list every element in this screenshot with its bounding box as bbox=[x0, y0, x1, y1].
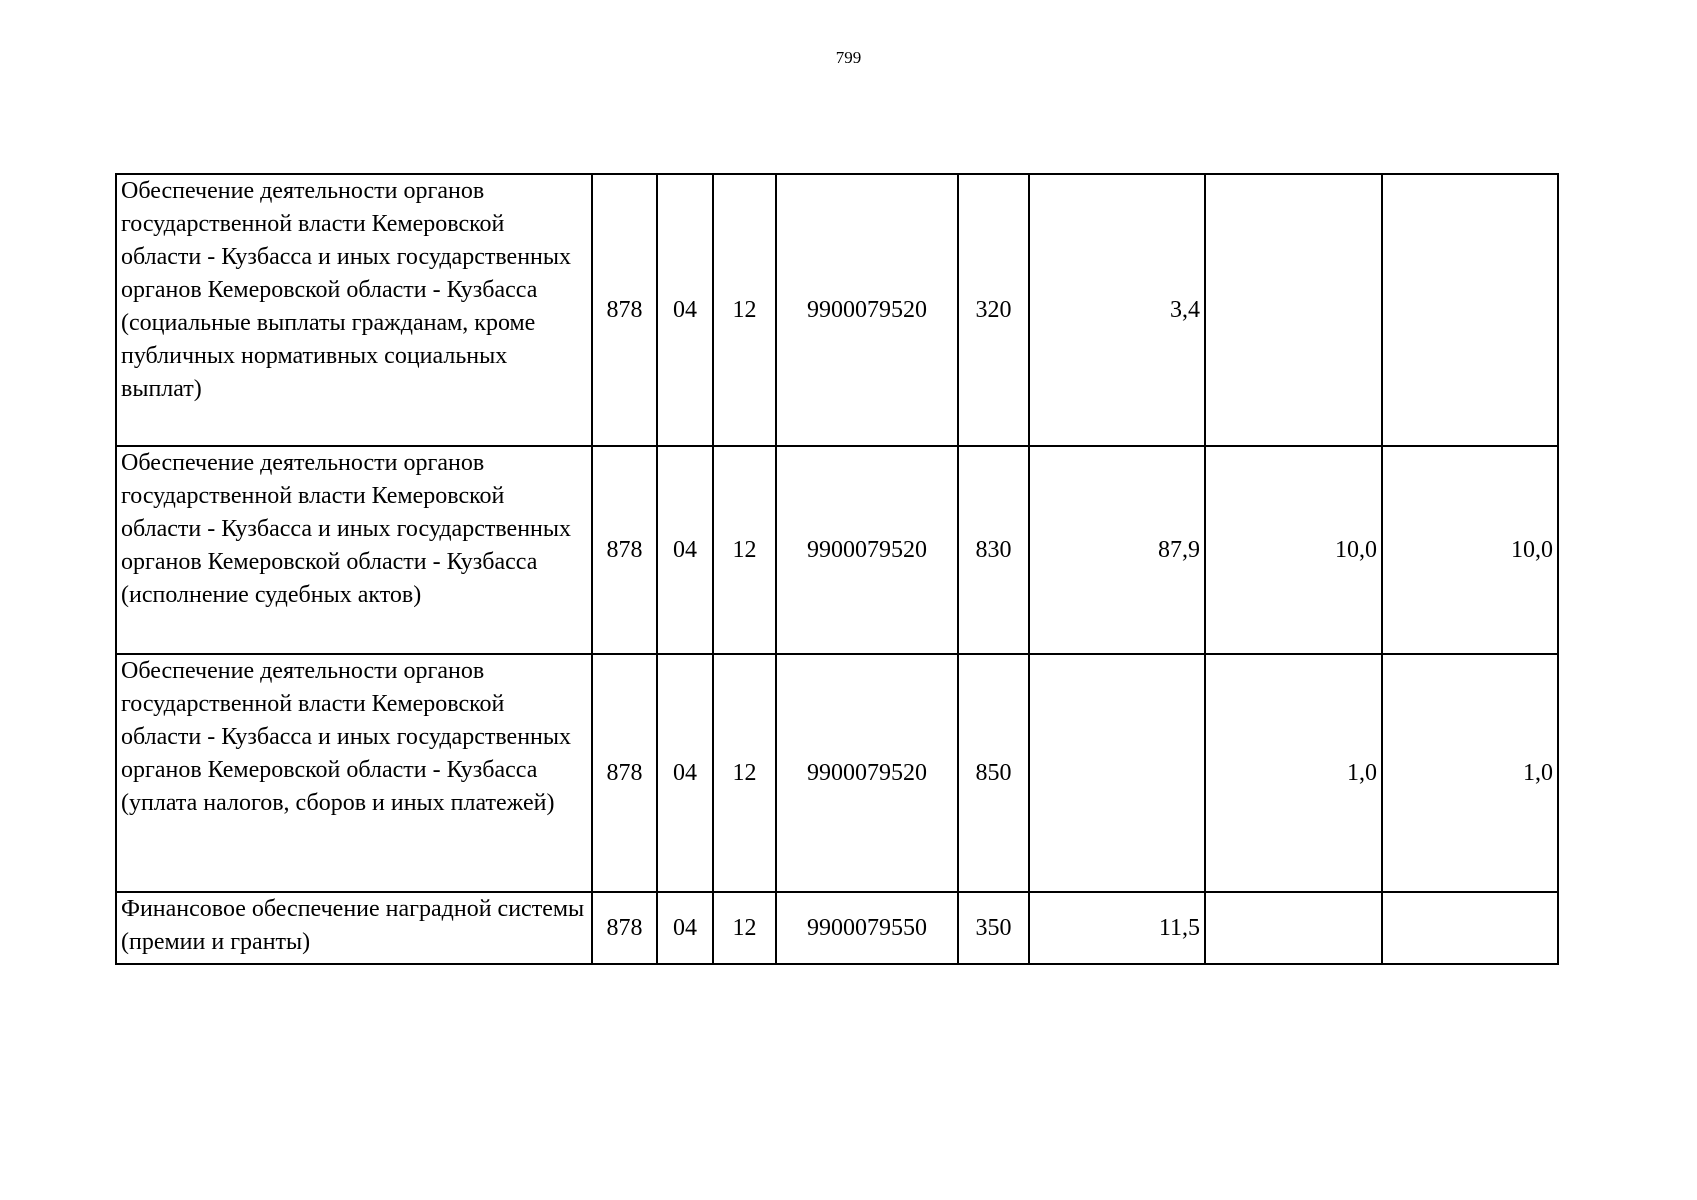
budget-table bbox=[115, 173, 1559, 965]
amount-cell-1: 11,5 bbox=[1029, 892, 1205, 964]
table-row bbox=[116, 892, 1558, 964]
expense-type-code: 830 bbox=[958, 446, 1029, 654]
subsection-code: 12 bbox=[713, 892, 776, 964]
target-article-code: 9900079520 bbox=[776, 654, 958, 892]
row-description: Обеспечение деятельности органов государственной власти Кемеровской области - Кузбасса и иных государственных органов Кемеровской области - Кузбасса (исполнение судебных актов) bbox=[116, 446, 592, 654]
subsection-code: 12 bbox=[713, 446, 776, 654]
subsection-code: 12 bbox=[713, 174, 776, 446]
amount-cell-2 bbox=[1205, 892, 1382, 964]
amount-cell-2 bbox=[1205, 174, 1382, 446]
expense-type-code: 850 bbox=[958, 654, 1029, 892]
page-number: 799 bbox=[835, 48, 862, 67]
subsection-code: 12 bbox=[713, 654, 776, 892]
amount-cell-3: 1,0 bbox=[1382, 654, 1558, 892]
amount-cell-3 bbox=[1382, 174, 1558, 446]
target-article-code: 9900079520 bbox=[776, 446, 958, 654]
section-code: 04 bbox=[657, 174, 713, 446]
ministry-code: 878 bbox=[592, 654, 657, 892]
row-description: Финансовое обеспечение наградной системы (премии и гранты) bbox=[116, 892, 592, 964]
expense-type-code: 320 bbox=[958, 174, 1029, 446]
table-row bbox=[116, 174, 1558, 446]
amount-cell-1: 3,4 bbox=[1029, 174, 1205, 446]
ministry-code: 878 bbox=[592, 446, 657, 654]
amount-cell-1 bbox=[1029, 654, 1205, 892]
section-code: 04 bbox=[657, 446, 713, 654]
table-row bbox=[116, 654, 1558, 892]
target-article-code: 9900079550 bbox=[776, 892, 958, 964]
amount-cell-2: 10,0 bbox=[1205, 446, 1382, 654]
amount-cell-3: 10,0 bbox=[1382, 446, 1558, 654]
amount-cell-1: 87,9 bbox=[1029, 446, 1205, 654]
table-row bbox=[116, 446, 1558, 654]
amount-cell-3 bbox=[1382, 892, 1558, 964]
amount-cell-2: 1,0 bbox=[1205, 654, 1382, 892]
section-code: 04 bbox=[657, 654, 713, 892]
row-description: Обеспечение деятельности органов государственной власти Кемеровской области - Кузбасса и иных государственных органов Кемеровской области - Кузбасса (социальные выплаты гражданам, кроме публичных нормативных социальных выплат) bbox=[116, 174, 592, 446]
section-code: 04 bbox=[657, 892, 713, 964]
expense-type-code: 350 bbox=[958, 892, 1029, 964]
target-article-code: 9900079520 bbox=[776, 174, 958, 446]
row-description: Обеспечение деятельности органов государственной власти Кемеровской области - Кузбасса и иных государственных органов Кемеровской области - Кузбасса (уплата налогов, сборов и иных платежей) bbox=[116, 654, 592, 892]
ministry-code: 878 bbox=[592, 174, 657, 446]
ministry-code: 878 bbox=[592, 892, 657, 964]
